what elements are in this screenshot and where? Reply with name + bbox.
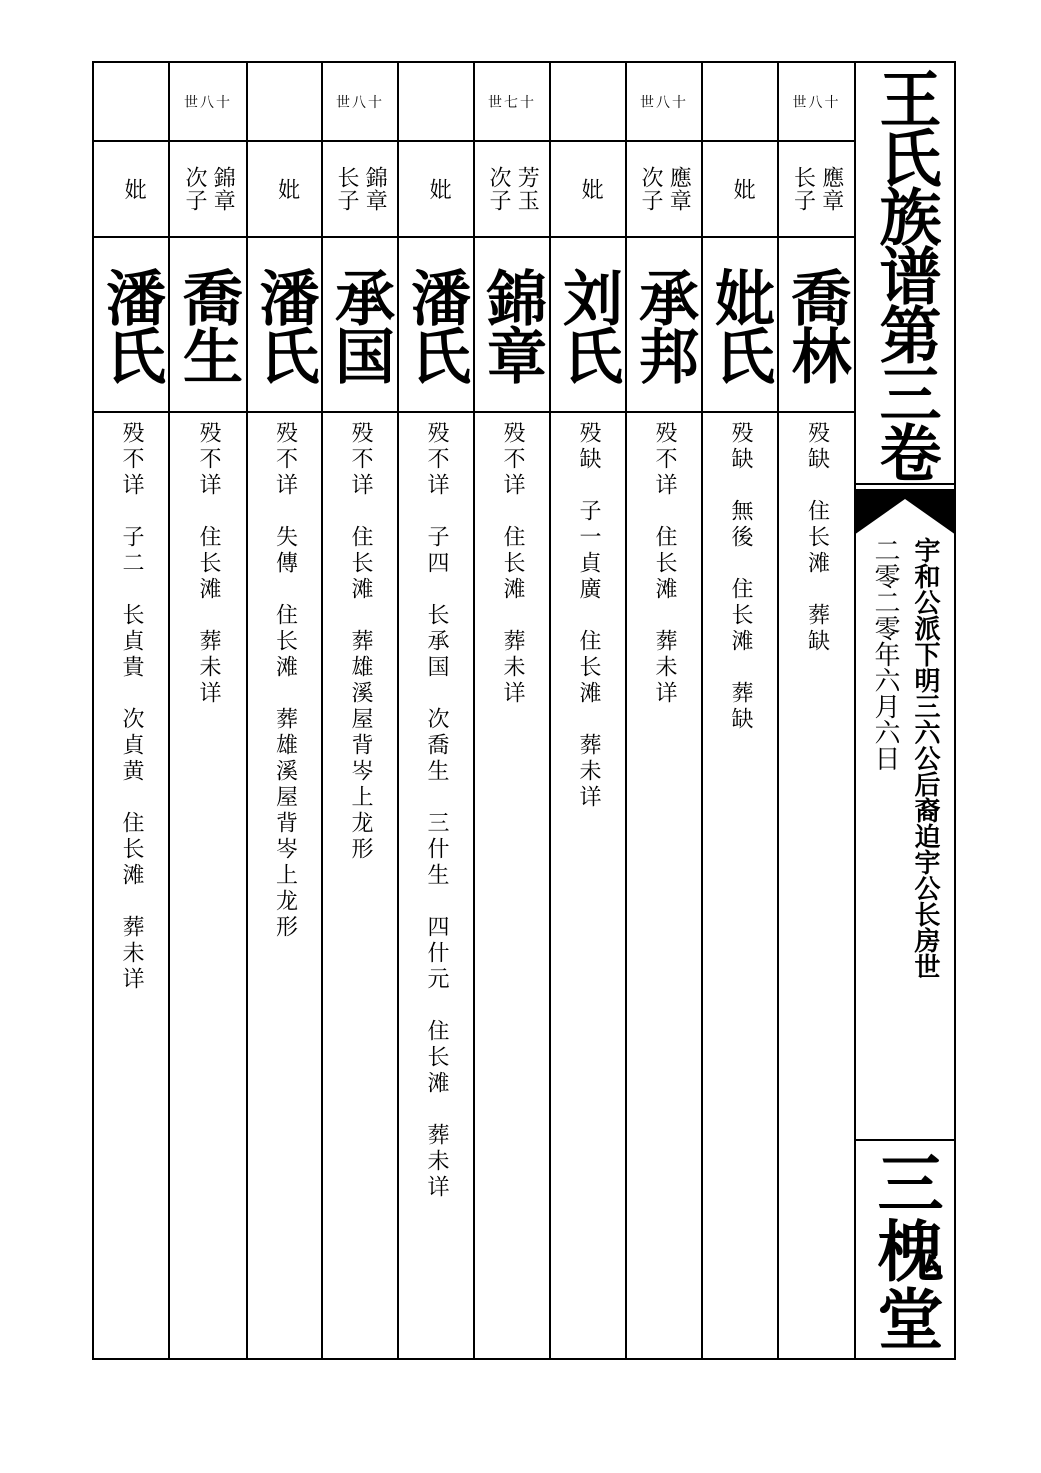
person-description: 殁不详 住长滩 葬未详	[652, 421, 677, 707]
name-cell	[551, 238, 625, 413]
birth-order: 长子	[790, 166, 816, 212]
name-cell	[323, 238, 397, 413]
relation-cell	[323, 142, 397, 238]
header-panel	[854, 61, 956, 1360]
person-description: 殁不详 住长滩 葬未详	[500, 421, 525, 707]
father-name: 芳玉	[514, 166, 540, 212]
generation-cell	[779, 63, 854, 142]
description-cell	[170, 415, 246, 1358]
description-cell	[475, 415, 549, 1358]
generation-cell	[170, 63, 246, 142]
generation-cell	[475, 63, 549, 142]
person-name: 承国	[325, 266, 395, 383]
generation-cell	[323, 63, 397, 142]
name-cell	[779, 238, 854, 413]
relation-cell	[551, 142, 625, 238]
person-description: 殁不详 失傳 住长滩 葬雄溪屋背岑上龙形	[272, 421, 298, 941]
genealogy-column	[248, 63, 323, 1358]
person-name: 潘氏	[249, 266, 320, 383]
generation-cell	[248, 63, 321, 142]
generation-label: 世八十	[336, 94, 384, 111]
genealogy-column	[551, 63, 627, 1358]
person-name: 喬林	[781, 266, 852, 383]
generation-label: 世七十	[488, 94, 536, 111]
person-description: 殁缺 無後 住长滩 葬缺	[728, 421, 753, 733]
person-name: 承邦	[629, 266, 699, 383]
generation-cell	[627, 63, 701, 142]
genealogy-column	[170, 63, 248, 1358]
description-cell	[248, 415, 321, 1358]
generation-cell	[703, 63, 777, 142]
father-name: 應章	[666, 166, 692, 212]
description-cell	[703, 415, 777, 1358]
lineage-branch-text: 宇和公派下明三六公后裔迫宇公长房世	[910, 537, 940, 979]
father-name: 錦章	[210, 166, 236, 212]
person-name: 妣氏	[705, 266, 775, 383]
generation-label: 世八十	[640, 94, 688, 111]
person-description: 殁缺 子一貞廣 住长滩 葬未详	[576, 421, 601, 811]
fishtail-band	[854, 483, 956, 491]
father-name: 妣	[426, 177, 452, 201]
relation-cell	[94, 142, 168, 238]
relation-cell	[248, 142, 321, 238]
lineage-subtitle	[854, 537, 956, 1137]
generation-cell	[399, 63, 473, 142]
birth-order: 次子	[638, 166, 663, 212]
genealogy-column	[703, 63, 779, 1358]
relation-cell	[170, 142, 246, 238]
name-cell	[703, 238, 777, 413]
relation-cell	[399, 142, 473, 238]
fishtail-ornament-icon	[854, 491, 956, 535]
genealogy-page-frame	[92, 61, 956, 1360]
hall-name-text: 三槐堂	[866, 1148, 944, 1353]
father-name: 妣	[578, 177, 604, 201]
relation-cell	[475, 142, 549, 238]
name-cell	[170, 238, 246, 413]
description-cell	[627, 415, 701, 1358]
compile-date-text: 二零二零年六月六日	[870, 537, 900, 771]
person-name: 喬生	[173, 266, 243, 383]
description-cell	[399, 415, 473, 1358]
father-name: 妣	[121, 177, 147, 201]
relation-cell	[627, 142, 701, 238]
generation-cell	[551, 63, 625, 142]
birth-order: 次子	[182, 166, 207, 212]
birth-order: 次子	[486, 166, 511, 212]
description-cell	[323, 415, 397, 1358]
genealogy-column	[475, 63, 551, 1358]
name-cell	[94, 238, 168, 413]
person-description: 殁不详 住长滩 葬雄溪屋背岑上龙形	[348, 421, 373, 863]
father-name: 妣	[274, 177, 300, 201]
father-name: 錦章	[362, 166, 388, 212]
hall-name	[854, 1141, 956, 1360]
name-cell	[248, 238, 321, 413]
generation-cell	[94, 63, 168, 142]
generation-label: 世八十	[792, 94, 841, 111]
person-description: 殁缺 住长滩 葬缺	[804, 421, 830, 655]
person-description: 殁不详 子四 长承国 次喬生 三什生 四什元 住长滩 葬未详	[424, 421, 449, 1201]
father-name: 應章	[818, 166, 844, 212]
genealogy-column	[627, 63, 703, 1358]
name-cell	[627, 238, 701, 413]
genealogy-column	[323, 63, 399, 1358]
name-cell	[475, 238, 549, 413]
genealogy-column	[94, 63, 170, 1358]
volume-title-text: 王氏族谱第三卷	[869, 67, 942, 480]
relation-cell	[703, 142, 777, 238]
person-name: 錦章	[477, 266, 547, 383]
volume-title	[854, 61, 956, 483]
genealogy-column	[399, 63, 475, 1358]
person-description: 殁不详 子二 长貞貴 次貞黄 住长滩 葬未详	[119, 421, 144, 993]
description-cell	[94, 415, 168, 1358]
generation-label: 世八十	[184, 94, 232, 111]
genealogy-column	[779, 63, 856, 1358]
person-name: 刘氏	[553, 266, 623, 383]
father-name: 妣	[730, 177, 756, 201]
description-cell	[779, 415, 854, 1358]
person-description: 殁不详 住长滩 葬未详	[196, 421, 221, 707]
name-cell	[399, 238, 473, 413]
description-cell	[551, 415, 625, 1358]
person-name: 潘氏	[96, 266, 166, 383]
relation-cell	[779, 142, 854, 238]
birth-order: 长子	[334, 166, 359, 212]
person-name: 潘氏	[401, 266, 471, 383]
